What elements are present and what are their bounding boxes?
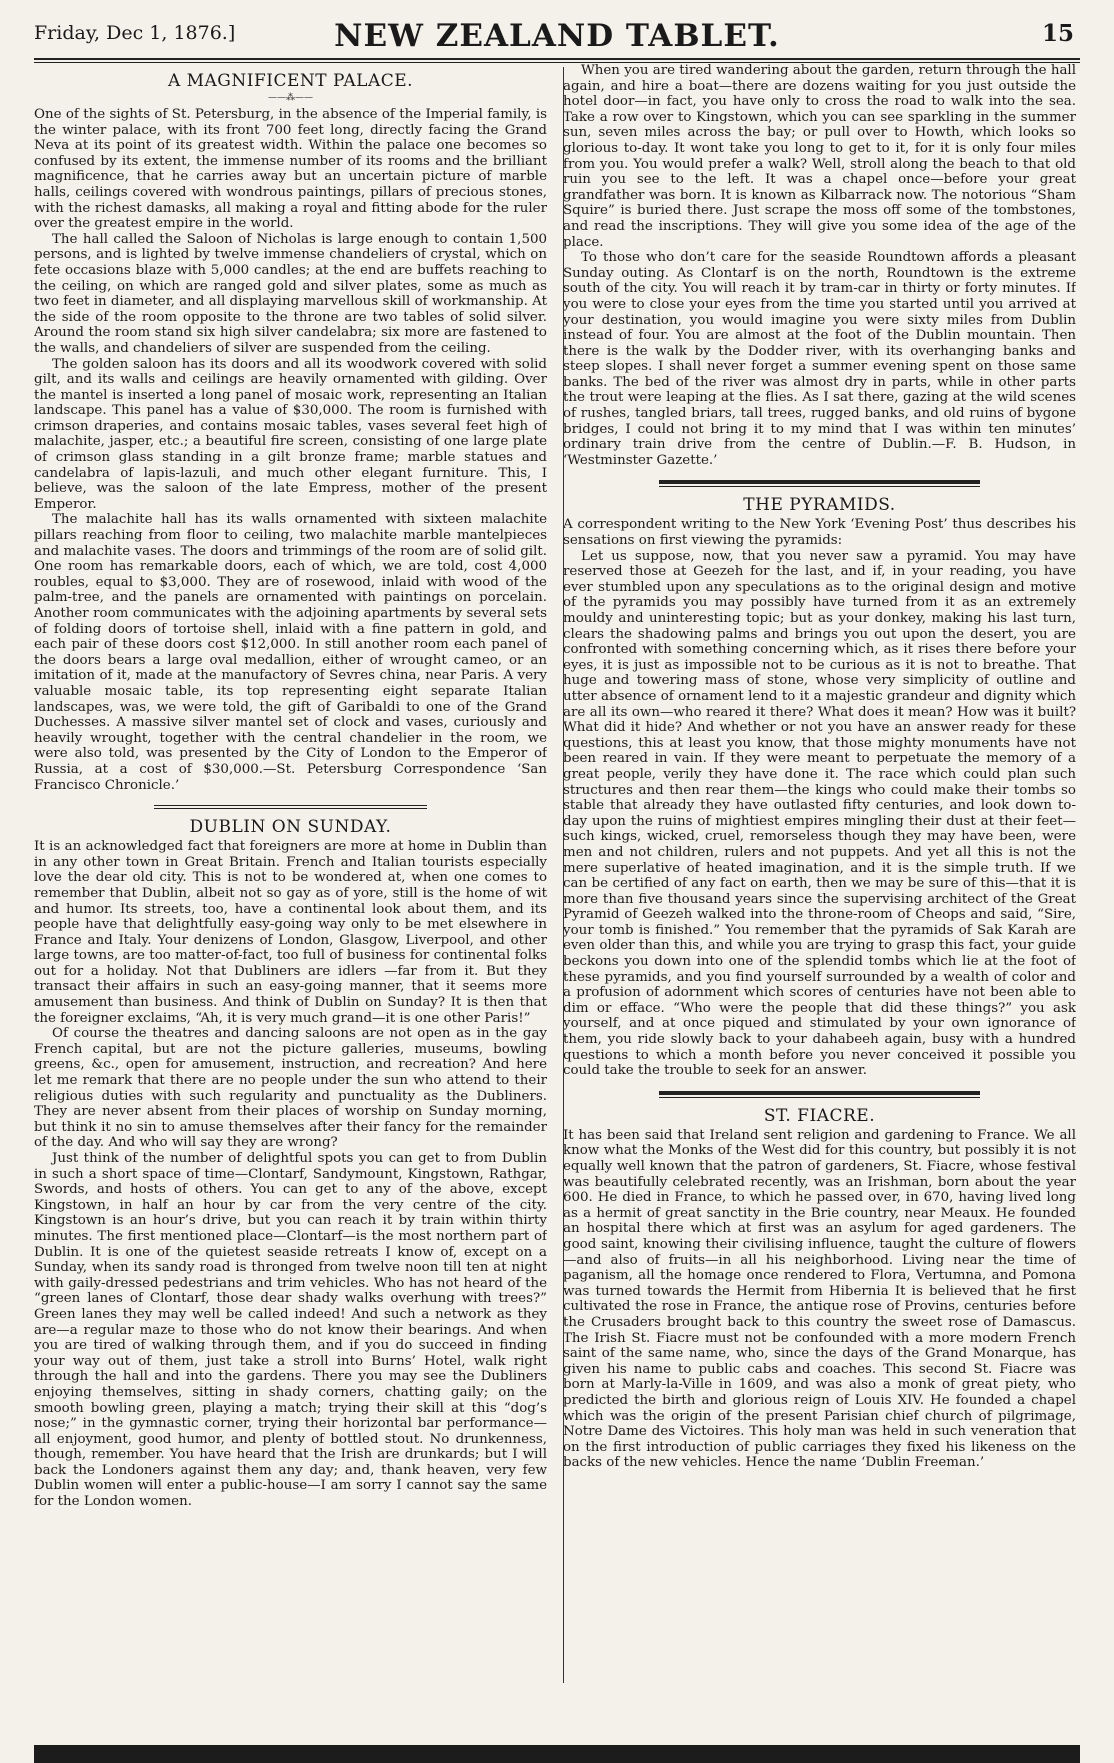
issue-date: Friday, Dec 1, 1876.] [34,22,236,44]
article-paragraph: The hall called the Saloon of Nicholas is large enough to contain 1,500 persons, and is lighted by twelve immense chandeliers of crystal, which on fete occasions blaze with 5,000 candles; at the end are buffets reaching to the ceiling, on which are ranged gold and silver plates, some as much as two feet in diameter, and all displaying marvellous skill of workmanship. At the side of the room opposite to the throne are two tables of solid silver. Around the room stand six high silver candelabra; six more are fastened to the walls, and chandeliers of silver are suspended from the ceiling. [34,231,547,356]
article-title: THE PYRAMIDS. [743,495,896,516]
masthead [34,16,1080,54]
article-st-fiacre [563,1106,1076,1471]
article-paragraph: A correspondent writing to the New York ‘Evening Post’ thus describes his sensations on first viewing the pyramids: [563,517,1076,549]
page-number: 15 [1041,20,1074,47]
article-paragraph: The malachite hall has its walls ornamented with sixteen malachite pillars reaching from floor to ceiling, two malachite marble mantelpieces and malachite vases. The doors and trimmings of the room are of solid gilt. One room has remarkable doors, each of which, we are told, cost 4,000 roubles, equal to $3,000. They are of rosewood, inlaid with wood of the palm-tree, and the panels are ornamented with paintings on porcelain. Another room communicates with the adjoining apartments by several sets of folding doors of tortoise shell, inlaid with a fine pattern in gold, and each pair of these doors cost $12,000. In still another room each panel of the doors bears a large oval medallion, either of wrought cameo, or an imitation of it, made at the manufactory of Sevres china, near Paris. A very valuable mosaic table, its top representing eight separate Italian landscapes, was, we were told, the gift of Garibaldi to one of the Grand Duchesses. A massive silver mantel set of clock and vases, curiously and heavily wrought, together with the central chandelier in the room, we were also told, was presented by the City of London to the Emperor of Russia, at a cost of $30,000.—St. Petersburg Correspondence ‘San Francisco Chronicle.’ [34,512,547,793]
article-paragraph: Of course the theatres and dancing saloons are not open as in the gay French capital, but are not the picture galleries, museums, bowling greens, &c., open for amusement, instruction, and recreation? And here let me remark that there are no people under the sun who attend to their religious duties with such regularity and punctuality as the Dubliners. They are never absent from their places of worship on Sunday morning, but think it no sin to amuse themselves after their fancy for the remainder of the day. And who will say they are wrong? [34,1026,547,1151]
article-title: DUBLIN ON SUNDAY. [189,817,392,838]
right-column [563,63,1076,1705]
article-title: ST. FIACRE. [763,1105,876,1126]
article-title: A MAGNIFICENT PALACE. [167,71,414,91]
ornament-divider: ——⁂—— [268,93,313,103]
section-rule [154,805,427,809]
column-divider [563,67,564,1683]
article-paragraph: The golden saloon has its doors and all its woodwork covered with solid gilt, and its walls and ceilings are heavily ornamented with gilding. Over the mantel is inserted a long panel of mosaic work, representing an Italian landscape. This panel has a value of $30,000. The room is furnished with crimson draperies, and contains mosaic tables, vases several feet high of malachite, jasper, etc.; a beautiful fire screen, consisting of one large plate of crimson glass standing in a gilt bronze frame; marble statues and candelabra of lapis-lazuli, and much other elegant furniture. This, I believe, was the saloon of the late Empress, mother of the present Emperor. [34,356,547,512]
left-column [34,63,547,1705]
article-paragraph: It has been said that Ireland sent religion and gardening to France. We all know what the Monks of the West did for this country, but possibly it is not equally well known that the patron of gardeners, St. Fiacre, whose festival was beautifully celebrated recently, was an Irishman, born about the year 600. He died in France, to which he passed over, in 670, having lived long as a hermit of great sanctity in the Brie country, near Meaux. He founded an hospital there which at first was an asylum for aged gardeners. The good saint, knowing their civilising influence, taught the culture of flowers—and also of fruits—in all his neighborhood. Living near the time of paganism, all the homage once rendered to Flora, Vertumna, and Pomona was turned towards the Hermit from Hibernia It is believed that he first cultivated the rose in France, the antique rose of Provins, centuries before the Crusaders brought back to this country the sweet rose of Damascus. The Irish St. Fiacre must not be confounded with a more modern French saint of the same name, who, since the days of the Grand Monarque, has given his name to public cabs and coaches. This second St. Fiacre was born at Marly-la-Ville in 1609, and was also a monk of great piety, who predicted the birth and glorious reign of Louis XIV. He founded a chapel which was the origin of the present Parisian chief church of pilgrimage, Notre Dame des Victoires. This holy man was held in such veneration that on the first introduction of public carriages they fixed his likeness on the backs of the new vehicles. Hence the name ‘Dublin Freeman.’ [563,1127,1076,1471]
newspaper-title: NEW ZEALAND TABLET. [334,18,780,54]
article-magnificent-palace [34,71,547,793]
columns [34,63,1080,1705]
article-paragraph: When you are tired wandering about the garden, return through the hall again, and hire a boat—there are dozens waiting for you just outside the hotel door—in fact, you have only to cross the road to walk into the sea. Take a row over to Kingstown, which you can see sparkling in the summer sun, seven miles across the bay; or pull over to Howth, which looks so glorious to-day. It wont take you long to get to it, for it is only four miles from you. You would prefer a walk? Well, stroll along the beach to that old ruin you see to the left. It was a chapel once—before your great grandfather was born. It is known as Kilbarrack now. The notorious “Sham Squire” is buried there. Just scrape the moss off some of the tombstones, and read the inscriptions. They will give you some idea of the age of the place. [563,63,1076,250]
article-pyramids [563,495,1076,1078]
article-paragraph: One of the sights of St. Petersburg, in the absence of the Imperial family, is the winter palace, with its front 700 feet long, directly facing the Grand Neva at its point of its greatest width. Within the palace one becomes so confused by its extent, the immense number of its rooms and the brilliant magnificence, that he carries away but an uncertain picture of marble halls, ceilings covered with wondrous paintings, pillars of precious stones, with the richest damasks, all making a royal and fitting abode for the ruler over the greatest empire in the world. [34,107,547,232]
article-dublin-on-sunday [34,817,547,1510]
article-paragraph: To those who don’t care for the seaside Roundtown affords a pleasant Sunday outing. As Clontarf is on the north, Roundtown is the extreme south of the city. You will reach it by tram-car in thirty or forty minutes. If you were to close your eyes from the time you started until you arrived at your destination, you would imagine you were sixty miles from Dublin instead of four. You are almost at the foot of the Dublin mountain. Then there is the walk by the Dodder river, with its overhanging banks and steep slopes. I shall never forget a summer evening spent on those same banks. The bed of the river was almost dry in parts, while in other parts the trout were leaping at the flies. As I sat there, gazing at the wild scenes of rushes, tangled briars, tall trees, rugged banks, and old ruins of bygone bridges, I could not bring it to my mind that I was within ten minutes’ ordinary train drive from the centre of Dublin.—F. B. Hudson, in ‘Westminster Gazette.’ [563,250,1076,468]
article-paragraph: Just think of the number of delightful spots you can get to from Dublin in such a short space of time—Clontarf, Sandymount, Kingstown, Rathgar, Swords, and hosts of others. You can get to any of the above, except Kingstown, in half an hour by car from the very centre of the city. Kingstown is an hour’s drive, but you can reach it by train within thirty minutes. The first mentioned place—Clontarf—is the most northern part of Dublin. It is one of the quietest seaside retreats I know of, except on a Sunday, when its sandy road is thronged from twelve noon till ten at night with gaily-dressed pedestrians and trim vehicles. Who has not heard of the “green lanes of Clontarf, those dear shady walks overhung with trees?” Green lanes they may well be called indeed! And such a network as they are—a regular maze to those who do not know their bearings. And when you are tired of walking through them, and if you do succeed in finding your way out of them, just take a stroll into Burns’ Hotel, walk right through the hall and into the gardens. There you may see the Dubliners enjoying themselves, sitting in shady corners, chatting gaily; on the smooth bowling green, playing a match; trying their skill at this “dog’s nose;” in the gymnastic corner, trying their horizontal bar performance—all enjoyment, good humor, and plenty of bottled stout. No drunkenness, though, remember. You have heard that the Irish are drunkards; but I will back the Londoners against them any day; and, thank heaven, very few Dublin women will enter a public-house—I am sorry I cannot say the same for the London women. [34,1151,547,1510]
section-rule [659,1091,980,1098]
footer-bar [34,1745,1080,1763]
section-rule [659,480,980,487]
article-paragraph: Let us suppose, now, that you never saw a pyramid. You may have reserved those at Geezeh for the last, and if, in your reading, you have ever stumbled upon any speculations as to the original design and motive of the pyramids you may possibly have turned from it as an extremely mouldy and uninteresting topic; but as your donkey, making his last turn, clears the shadowing palms and brings you out upon the desert, you are confronted with something concerning which, as it rises there before your eyes, it is just as impossible not to be curious as it is not to breathe. That huge and towering mass of stone, whose very simplicity of outline and utter absence of ornament lend to it a majestic grandeur and dignity which are all its own—who reared it there? What does it mean? How was it built? What did it hide? And whether or not you have an answer ready for these questions, this at least you know, that those mighty monuments have not been reared in vain. If they were meant to perpetuate the memory of a great people, verily they have done it. The race which could plan such structures and then rear them—the kings who could make their tombs so stable that already they have outlasted fifty centuries, and look down to-day upon the ruins of mightiest empires mingling their dust at their feet—such kings, wicked, cruel, remorseless though they may have been, were men and not children, rulers and not puppets. And yet all this is not the mere superlative of heated imagination, and it is the simple truth. If we can be certified of any fact on earth, then we may be sure of this—that it is more than five thousand years since the supervising architect of the Great Pyramid of Geezeh walked into the throne-room of Cheops and said, “Sire, your tomb is finished.” You remember that the pyramids of Sak Karah are even older than this, and while you are trying to grasp this fact, your guide beckons you down into one of the splendid tombs which lie at the foot of these pyramids, and you find yourself surrounded by a wealth of color and a profusion of adornment which scores of centuries have not been able to dim or efface. “Who were the people that did these things?” you ask yourself, and at once piqued and stimulated by your own ignorance of them, you ride slowly back to your dahabeeh again, busy with a hundred questions to which a month before you never conceived it possible you could take the trouble to seek for an answer. [563,548,1076,1079]
article-paragraph: It is an acknowledged fact that foreigners are more at home in Dublin than in any other town in Great Britain. French and Italian tourists especially love the dear old city. This is not to be wondered at, when one comes to remember that Dublin, albeit not so gay as of yore, still is the home of wit and humor. Its streets, too, have a continental look about them, and its people have that delightfully easy-going way only to be met elsewhere in France and Italy. Your denizens of London, Glasgow, Liverpool, and other large towns, are too matter-of-fact, too full of business for continental folks out for a holiday. Not that Dubliners are idlers —far from it. But they transact their affairs in such an easy-going manner, that it seems more amusement than business. And think of Dublin on Sunday? It is then that the foreigner exclaims, “Ah, it is very much grand—it is one other Paris!” [34,839,547,1026]
